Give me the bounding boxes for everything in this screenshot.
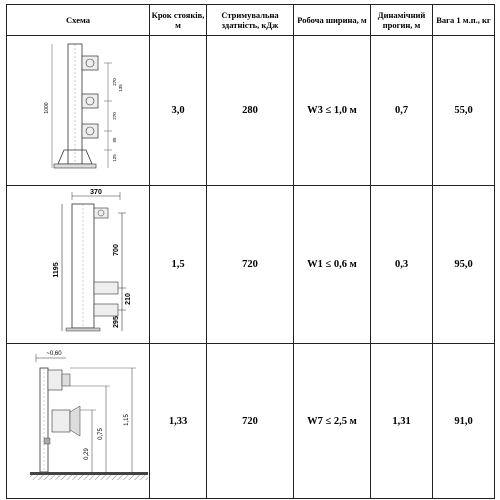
dim-d4: 125 [112, 153, 117, 162]
scheme-cell [7, 344, 150, 499]
dim-d1: 1,15 [124, 414, 130, 426]
scheme-cell [7, 36, 150, 186]
dim-d1: 700 [113, 243, 120, 256]
dim-d2: 270 [112, 111, 117, 120]
barrier-drawing-2 [8, 188, 148, 342]
barrier-drawing-3 [8, 346, 148, 496]
step-value: 1,5 [150, 186, 207, 344]
header-capacity: Стримувальна здатність, кДж [207, 5, 294, 36]
deflection-value: 1,31 [371, 344, 433, 499]
deflection-value: 0,7 [371, 36, 433, 186]
header-scheme: Схема [7, 5, 150, 36]
capacity-value: 720 [207, 186, 294, 344]
header-row [7, 5, 495, 36]
dim-d5: 135 [118, 83, 123, 92]
dim-total: 1000 [44, 101, 50, 114]
dim-d1: 270 [112, 77, 117, 86]
scheme-cell [7, 186, 150, 344]
weight-value: 55,0 [433, 36, 495, 186]
dim-top: ~0,60 [46, 351, 62, 357]
header-width: Робоча ширина, м [294, 5, 371, 36]
dim-d3: 295 [113, 315, 120, 328]
deflection-value: 0,3 [371, 186, 433, 344]
dim-d3: 0,29 [84, 448, 90, 460]
dim-d3: 95 [112, 136, 117, 143]
width-value: W1 ≤ 0,6 м [294, 186, 371, 344]
header-step: Крок стояків, м [150, 5, 207, 36]
header-weight: Вага 1 м.п., кг [433, 5, 495, 36]
width-value: W3 ≤ 1,0 м [294, 36, 371, 186]
weight-value: 91,0 [433, 344, 495, 499]
step-value: 3,0 [150, 36, 207, 186]
dim-d2: 0,75 [98, 428, 104, 440]
header-deflection: Динамічний прогин, м [371, 5, 433, 36]
capacity-value: 720 [207, 344, 294, 499]
table-row [7, 344, 495, 499]
dim-top: 370 [90, 188, 102, 196]
dim-d2: 210 [125, 292, 132, 305]
capacity-value: 280 [207, 36, 294, 186]
width-value: W7 ≤ 2,5 м [294, 344, 371, 499]
step-value: 1,33 [150, 344, 207, 499]
barrier-drawing-1 [8, 38, 148, 184]
table-row [7, 186, 495, 344]
spec-table [6, 4, 495, 499]
weight-value: 95,0 [433, 186, 495, 344]
table-row [7, 36, 495, 186]
dim-total: 1195 [53, 261, 60, 278]
